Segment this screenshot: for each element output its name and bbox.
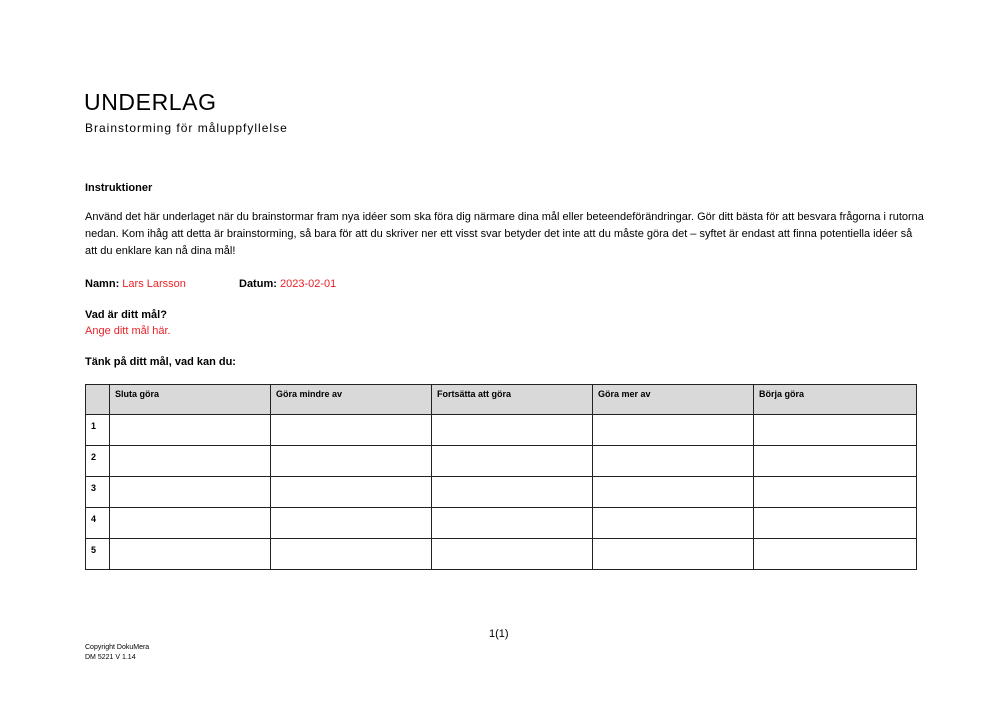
date-value: 2023-02-01 (279, 278, 337, 290)
column-header-do-less: Göra mindre av (271, 385, 432, 415)
table-row (86, 508, 917, 539)
row-number: 5 (86, 539, 110, 570)
table-cell[interactable] (432, 446, 593, 477)
date-label: Datum (239, 278, 274, 290)
table-cell[interactable] (432, 508, 593, 539)
table-cell[interactable] (271, 415, 432, 446)
instructions-text: Använd det här underlaget när du brainstormar fram nya idéer som ska föra dig närmare dina mål eller beteendeförändringar. Gör ditt bästa för att besvara frågorna i rutorna nedan. Kom ihåg att detta är brainstorming, så bara för att du skriver ner ett visst svar betyder det inte att du måste göra det – syftet är endast att finna potentiella idéer så att du enklare kan nå dina mål! (85, 211, 924, 257)
copyright-line: Copyright DokuMera (85, 644, 150, 651)
table-cell[interactable] (110, 446, 271, 477)
goal-question: Vad är ditt mål? (85, 309, 167, 321)
table-row (86, 415, 917, 446)
row-number: 4 (86, 508, 110, 539)
row-number: 2 (86, 446, 110, 477)
table-cell[interactable] (593, 477, 754, 508)
table-cell[interactable] (432, 415, 593, 446)
column-header-do-more: Göra mer av (593, 385, 754, 415)
brainstorm-table (85, 384, 917, 570)
document-title: UNDERLAG (84, 89, 217, 115)
table-cell[interactable] (110, 539, 271, 570)
name-value: Lars Larsson (122, 278, 186, 290)
table-cell[interactable] (271, 508, 432, 539)
table-cell[interactable] (110, 477, 271, 508)
table-cell[interactable] (110, 508, 271, 539)
table-cell[interactable] (271, 446, 432, 477)
instructions-heading: Instruktioner (85, 182, 153, 194)
column-header-start-doing: Börja göra (754, 385, 917, 415)
table-cell[interactable] (593, 508, 754, 539)
table-cell[interactable] (110, 415, 271, 446)
table-row (86, 446, 917, 477)
table-cell[interactable] (593, 415, 754, 446)
column-header-stop-doing: Sluta göra (110, 385, 271, 415)
name-field (85, 278, 186, 290)
goal-answer: Ange ditt mål här. (85, 325, 171, 337)
table-cell[interactable] (754, 477, 917, 508)
table-row (86, 477, 917, 508)
date-separator: : (273, 278, 280, 290)
column-header-keep-doing: Fortsätta att göra (432, 385, 593, 415)
name-separator: : (115, 278, 123, 290)
table-cell[interactable] (432, 477, 593, 508)
table-cell[interactable] (754, 539, 917, 570)
table-cell[interactable] (754, 415, 917, 446)
table-row (86, 539, 917, 570)
table-cell[interactable] (754, 446, 917, 477)
row-number: 3 (86, 477, 110, 508)
copyright-notice (85, 643, 149, 663)
table-cell[interactable] (432, 539, 593, 570)
name-date-row (85, 277, 337, 291)
row-number: 1 (86, 415, 110, 446)
page-number: 1(1) (489, 628, 509, 640)
date-field (239, 277, 336, 291)
document-version: DM 5221 V 1.14 (85, 654, 136, 661)
column-header-number (86, 385, 110, 415)
table-cell[interactable] (593, 446, 754, 477)
document-subtitle: Brainstorming för måluppfyllelse (85, 121, 288, 135)
table-heading: Tänk på ditt mål, vad kan du: (85, 356, 236, 368)
table-cell[interactable] (271, 539, 432, 570)
name-label: Namn (85, 278, 116, 290)
table-cell[interactable] (593, 539, 754, 570)
table-cell[interactable] (754, 508, 917, 539)
table-cell[interactable] (271, 477, 432, 508)
table-header-row (86, 385, 917, 415)
